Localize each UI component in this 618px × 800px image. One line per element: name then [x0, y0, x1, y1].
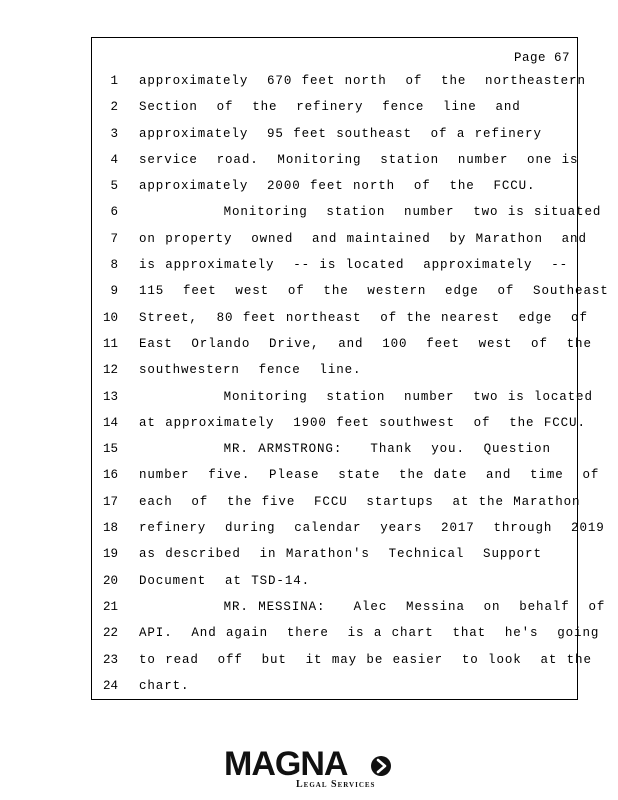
- transcript-line: [92, 178, 577, 204]
- line-text: Document at TSD-14.: [139, 573, 311, 588]
- logo-subtitle: Legal Services: [296, 779, 376, 790]
- line-number: 12: [102, 363, 118, 378]
- line-number: 2: [110, 100, 118, 115]
- line-number: 1: [110, 74, 118, 88]
- line-number: 15: [102, 442, 118, 457]
- line-number: 3: [110, 126, 118, 141]
- line-number: 5: [110, 179, 118, 194]
- transcript-line: [92, 573, 577, 599]
- transcript-line: [92, 494, 581, 520]
- transcript-line: [92, 336, 592, 362]
- transcript-line: [92, 99, 577, 125]
- line-number: 20: [102, 573, 118, 588]
- line-number: 21: [102, 599, 118, 614]
- transcript-line: [92, 73, 586, 99]
- line-text: refinery during calendar years 2017 through 2019: [139, 521, 605, 536]
- magna-logo: [224, 746, 396, 792]
- transcript-line: [92, 231, 587, 257]
- line-number: 18: [102, 521, 118, 536]
- line-number: 6: [110, 205, 118, 220]
- line-text: API. And again there is a chart that he's going: [139, 626, 600, 641]
- line-text: Street, 80 feet northeast of the nearest edge of: [139, 310, 588, 325]
- line-number: 7: [110, 231, 118, 246]
- line-text: Section of the refinery fence line and: [139, 100, 521, 115]
- line-text: as described in Marathon's Technical Support: [139, 547, 542, 562]
- transcript-lines: [92, 73, 609, 704]
- line-text: each of the five FCCU startups at the Marathon: [139, 494, 581, 509]
- line-text: approximately 2000 feet north of the FCCU.: [139, 179, 536, 194]
- transcript-line: [92, 467, 600, 493]
- line-number: 9: [110, 284, 118, 299]
- line-number: 14: [102, 415, 118, 430]
- line-text: East Orlando Drive, and 100 feet west of the: [139, 336, 592, 351]
- line-text: Monitoring station number two is situated: [139, 205, 602, 220]
- line-text: is approximately -- is located approximately --: [139, 258, 569, 273]
- line-number: 11: [102, 336, 118, 351]
- transcript-page: [91, 37, 609, 700]
- logo-wordmark: MAGNA: [224, 745, 348, 783]
- line-text: approximately 95 feet southeast of a refinery: [139, 126, 542, 141]
- transcript-line: [92, 520, 605, 546]
- transcript-line: [92, 204, 602, 230]
- transcript-line: [92, 441, 577, 467]
- line-number: 8: [110, 258, 118, 273]
- line-text: MR. MESSINA: Alec Messina on behalf of: [139, 599, 606, 614]
- line-number: 13: [102, 389, 118, 404]
- line-text: at approximately 1900 feet southwest of the FCCU.: [139, 415, 586, 430]
- transcript-line: [92, 415, 586, 441]
- transcript-line: [92, 126, 577, 152]
- line-number: 23: [102, 652, 118, 667]
- line-number: 19: [102, 547, 118, 562]
- line-text: on property owned and maintained by Marathon and: [139, 231, 587, 246]
- line-number: 24: [102, 678, 118, 693]
- arrow-circle-icon: [370, 755, 392, 777]
- transcript-line: [92, 152, 577, 178]
- transcript-line: [92, 652, 592, 678]
- line-text: Monitoring station number two is located: [139, 389, 593, 404]
- line-text: service road. Monitoring station number one is: [139, 152, 579, 167]
- line-number: 4: [110, 152, 118, 167]
- transcript-line: [92, 389, 593, 415]
- transcript-line: [92, 546, 577, 572]
- line-number: 16: [102, 468, 118, 483]
- line-number: 22: [102, 626, 118, 641]
- transcript-line: [92, 599, 606, 625]
- transcript-line: [92, 283, 609, 309]
- line-text: MR. ARMSTRONG: Thank you. Question: [139, 442, 551, 457]
- page-number: Page 67: [513, 51, 570, 65]
- line-text: number five. Please state the date and time of: [139, 468, 600, 483]
- line-text: southwestern fence line.: [139, 363, 362, 378]
- line-number: 10: [102, 310, 118, 325]
- transcript-line: [92, 310, 588, 336]
- transcript-line: [92, 257, 577, 283]
- transcript-line: [92, 362, 577, 388]
- line-text: approximately 670 feet north of the northeastern: [139, 74, 586, 88]
- transcript-line: [92, 678, 577, 704]
- line-text: chart.: [139, 678, 190, 693]
- line-number: 17: [102, 494, 118, 509]
- transcript-line: [92, 625, 600, 651]
- line-text: to read off but it may be easier to look at the: [139, 652, 592, 667]
- line-text: 115 feet west of the western edge of Southeast: [139, 284, 609, 299]
